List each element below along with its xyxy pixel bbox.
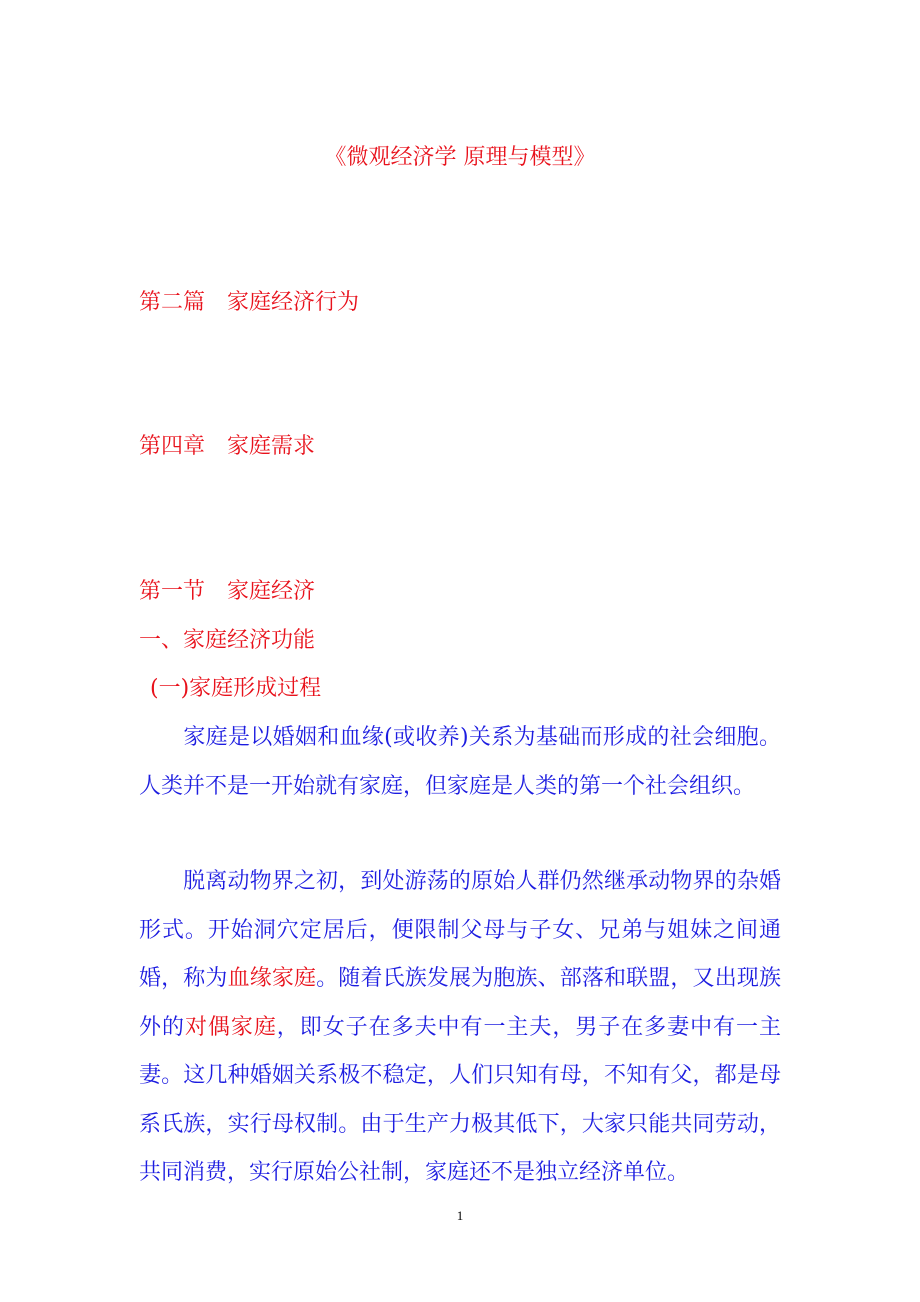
part-heading: 第二篇 家庭经济行为: [139, 290, 360, 315]
section-heading: 第一节 家庭经济: [139, 579, 316, 604]
paragraph-1: [139, 714, 781, 811]
paragraph-2-part-c: ，即女子在多夫中有一主夫，男子在多妻中有一主妻。这几种婚姻关系极不稳定，人们只知有母，不知有父，都是母系氏族，实行母权制。由于生产力极其低下，大家只能共同劳动，共同消费，实行原始公社制，家庭还不是独立经济单位。: [139, 1014, 781, 1185]
paragraph-2-part-a: 脱离动物界之初，到处游荡的原始人群仍然继承动物界的杂婚形式。开始洞穴定居后，便限制父母与子女、兄弟与姐妹之间通婚，称为: [139, 869, 781, 991]
paragraph-2-part-b: 。随着氏族发展为胞族、部落和联盟，又出现族外的: [139, 966, 781, 1040]
chapter-heading: 第四章 家庭需求: [139, 434, 316, 459]
subsection-heading: 一、家庭经济功能: [139, 628, 316, 653]
paragraph-1-text: 家庭是以婚姻和血缘(或收养)关系为基础而形成的社会细胞。人类并不是一开始就有家庭，但家庭是人类的第一个社会组织。: [139, 725, 781, 799]
document-title: 《微观经济学 原理与模型》: [324, 145, 596, 170]
paragraph-2: [139, 858, 781, 1198]
page-number: 1: [456, 1208, 464, 1223]
term-pairing-family: 对偶家庭: [184, 1014, 277, 1040]
subsubsection-heading: (一)家庭形成过程: [150, 676, 322, 701]
term-blood-family: 血缘家庭: [227, 966, 317, 991]
